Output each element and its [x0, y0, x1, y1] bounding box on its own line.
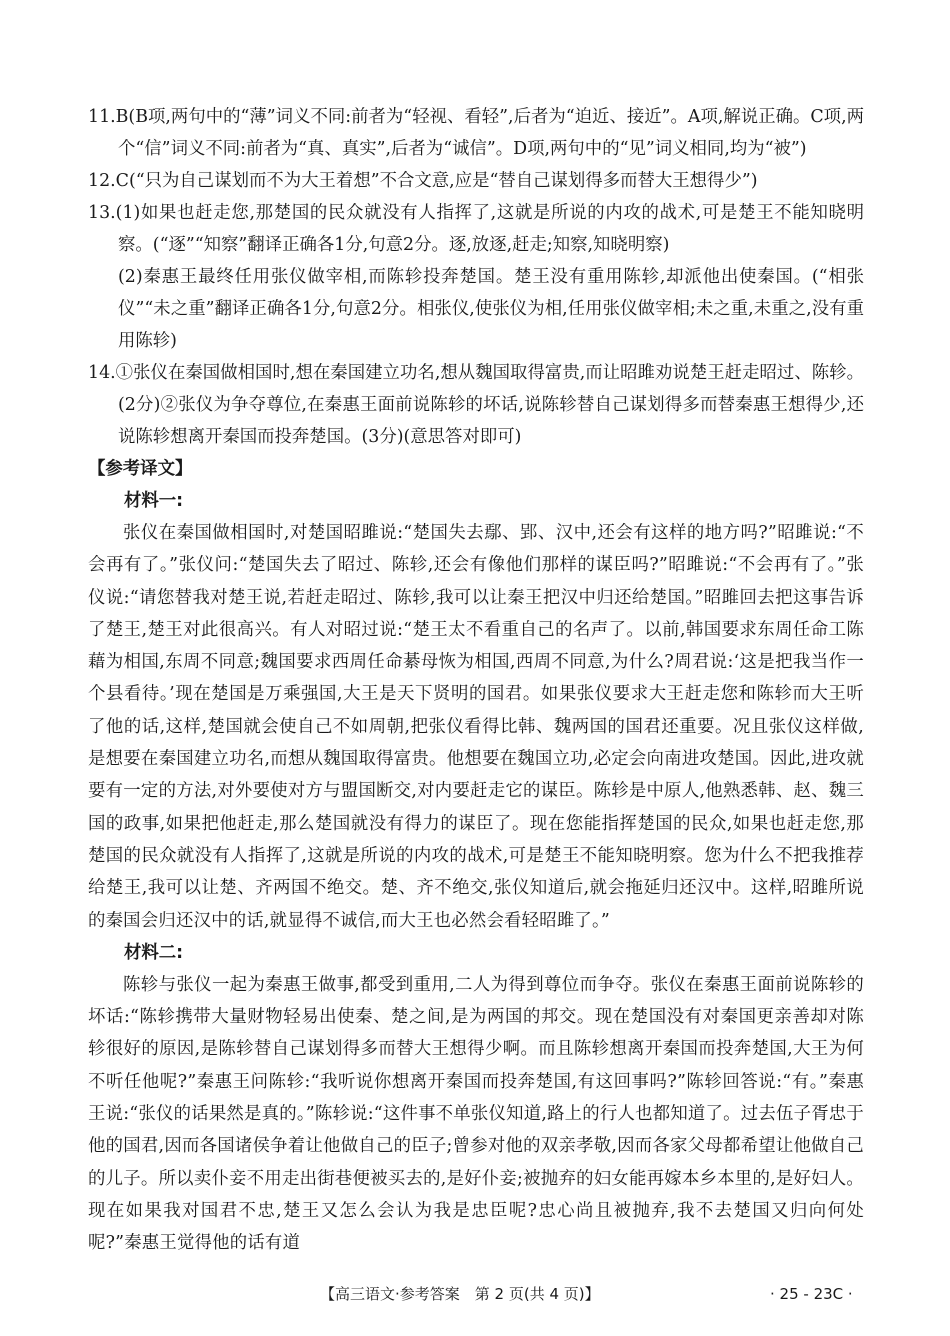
answer-14: 14.①张仪在秦国做相国时,想在秦国建立功名,想从魏国取得富贵,而让昭雎劝说楚王赶走昭过、陈轸。(2分)②张仪为争夺尊位,在秦惠王面前说陈轸的坏话,说陈轸替自己谋划得多而替秦惠王想得少,还说陈轸想离开秦国而投奔楚国。(3分)(意思答对即可)	[88, 363, 864, 447]
footer-code: · 25 - 23C ·	[770, 1285, 853, 1303]
material-1-text: 张仪在秦国做相国时,对楚国昭雎说:“楚国失去鄢、郢、汉中,还会有这样的地方吗?”昭雎说:“不会再有了。”张仪问:“楚国失去了昭过、陈轸,还会有像他们那样的谋臣吗?”昭雎说:“不会再有了。”张仪说:“请您替我对楚王说,若赶走昭过、陈轸,我可以让秦王把汉中归还给楚国。”昭雎回去把这事告诉了楚王,楚王对此很高兴。有人对昭过说:“楚王太不看重自己的名声了。以前,韩国要求东周任命工陈藉为相国,东周不同意;魏国要求西周任命綦母恢为相国,西周不同意,为什么?周君说:‘这是把我当作一个县看待。’现在楚国是万乘强国,大王是天下贤明的国君。如果张仪要求大王赶走您和陈轸而大王听了他的话,这样,楚国就会使自己不如周朝,把张仪看得比韩、魏两国的国君还重要。况且张仪这样做,是想要在秦国建立功名,而想从魏国取得富贵。他想要在魏国立功,必定会向南进攻楚国。因此,进攻就要有一定的方法,对外要使对方与盟国断交,对内要赶走它的谋臣。陈轸是中原人,他熟悉韩、赵、魏三国的政事,如果把他赶走,那么楚国就没有得力的谋臣了。现在您能指挥楚国的民众,如果也赶走您,那楚国的民众就没有人指挥了,这就是所说的内攻的战术,可是楚王不能知晓明察。您为什么不把我推荐给楚王,我可以让楚、齐两国不绝交。楚、齐不绝交,张仪知道后,就会拖延归还汉中。这样,昭雎所说的秦国会归还汉中的话,就显得不诚信,而大王也必然会看轻昭雎了。”	[88, 523, 864, 931]
footer-page-info: 【高三语文·参考答案 第 2 页(共 4 页)】	[320, 1285, 600, 1303]
material-1-title: 材料一:	[124, 491, 184, 511]
answer-page	[88, 101, 864, 1260]
answer-13-part1: 13.(1)如果也赶走您,那楚国的民众就没有人指挥了,这就是所说的内攻的战术,可是楚王不能知晓明察。(“逐”“知察”翻译正确各1分,句意2分。逐,放逐,赶走;知察,知晓明察)	[88, 203, 864, 255]
translation-heading: 【参考译文】	[88, 459, 193, 479]
material-2-title: 材料二:	[124, 942, 184, 963]
answer-11: 11.B(B项,两句中的“薄”词义不同:前者为“轻视、看轻”,后者为“迫近、接近”。A项,解说正确。C项,两个“信”词义不同:前者为“真、真实”,后者为“诚信”。D项,两句中的“见”词义相同,均为“被”)	[88, 107, 864, 159]
answer-12: 12.C(“只为自己谋划而不为大王着想”不合文意,应是“替自己谋划得多而替大王想得少”)	[88, 171, 758, 191]
page-footer	[0, 1282, 950, 1306]
material-2-text: 陈轸与张仪一起为秦惠王做事,都受到重用,二人为得到尊位而争夺。张仪在秦惠王面前说陈轸的坏话:“陈轸携带大量财物轻易出使秦、楚之间,是为两国的邦交。现在楚国没有对秦国更亲善却对陈轸很好的原因,是陈轸替自己谋划得多而替大王想得少啊。而且陈轸想离开秦国而投奔楚国,大王为何不听任他呢?”秦惠王问陈轸:“我听说你想离开秦国而投奔楚国,有这回事吗?”陈轸回答说:“有。”秦惠王说:“张仪的话果然是真的。”陈轸说:“这件事不单张仪知道,路上的行人也都知道了。过去伍子胥忠于他的国君,因而各国诸侯争着让他做自己的臣子;曾参对他的双亲孝敬,因而各家父母都希望让他做自己的儿子。所以卖仆妾不用走出街巷便被买去的,是好仆妾;被抛弃的妇女能再嫁本乡本里的,是好妇人。现在如果我对国君不忠,楚王又怎么会认为我是忠臣呢?忠心尚且被抛弃,我不去楚国又归向何处呢?”秦惠王觉得他的话有道	[88, 974, 864, 1254]
answer-13-part2: (2)秦惠王最终任用张仪做宰相,而陈轸投奔楚国。楚王没有重用陈轸,却派他出使秦国。(“相张仪”“未之重”翻译正确各1分,句意2分。相张仪,使张仪为相,任用张仪做宰相;未之重,未重之,没有重用陈轸)	[118, 267, 864, 351]
